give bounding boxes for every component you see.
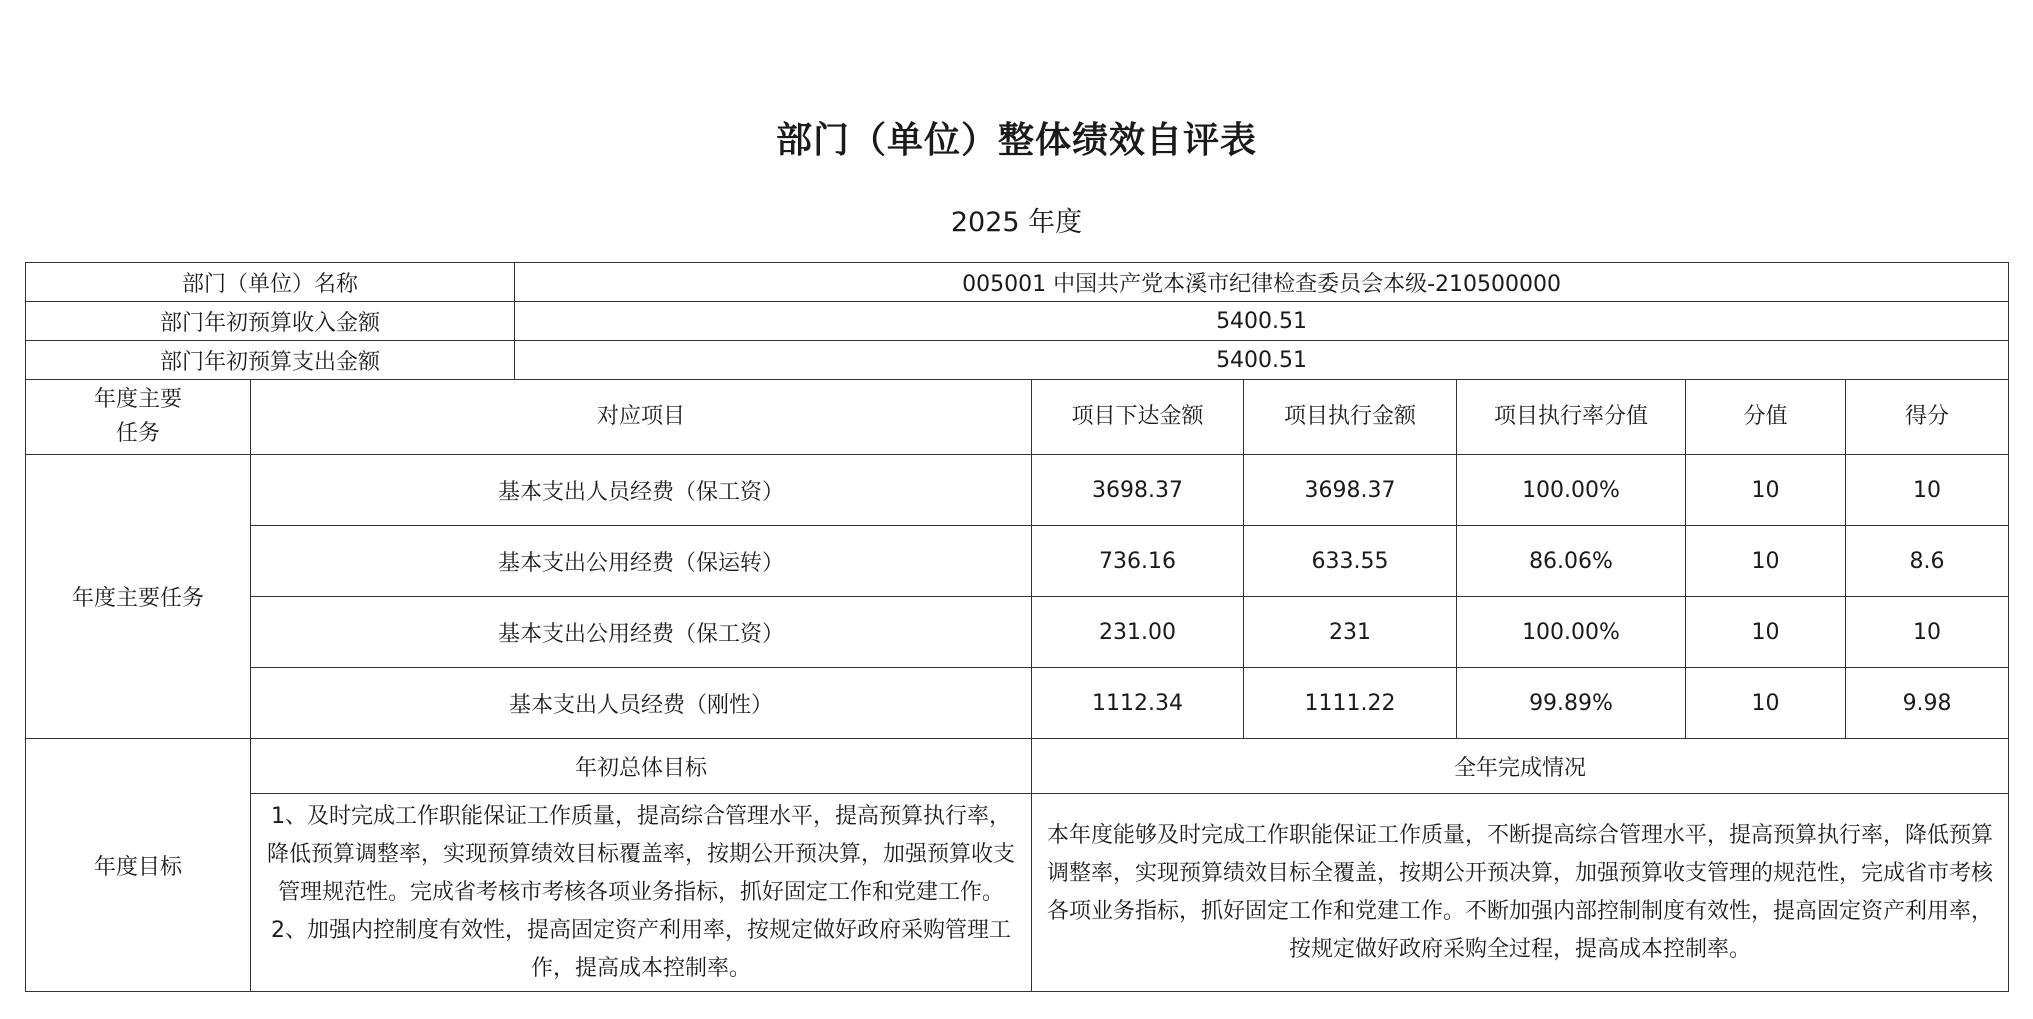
project-cell: 基本支出人员经费（保工资） [251,455,1032,526]
issued-cell: 231.00 [1032,597,1244,668]
target-text: 1、及时完成工作职能保证工作质量，提高综合管理水平，提高预算执行率，降低预算调整率，实现预算绩效目标覆盖率，按期公开预决算，加强预算收支管理规范性。完成省考核市考核各项业务指标，抓好固定工作和党建工作。2、加强内控制度有效性，提高固定资产利用率，按规定做好政府采购管理工作，提高成本控制率。 [267,803,1016,981]
page-title: 部门（单位）整体绩效自评表 [775,120,1257,161]
expense-value: 5400.51 [515,341,2009,380]
unit-name-value: 005001 中国共产党本溪市纪律检查委员会本级-210500000 [515,263,2009,302]
score-value-column-header: 分值 [1686,380,1846,455]
goal-content-row [26,794,2009,992]
executed-cell: 3698.37 [1244,455,1457,526]
result-cell [1032,794,2009,992]
expense-row [26,341,2009,380]
target-cell [251,794,1032,992]
issued-cell: 1112.34 [1032,668,1244,739]
score-value-cell: 10 [1686,668,1846,739]
table-row [26,668,2009,739]
issued-cell: 3698.37 [1032,455,1244,526]
result-text: 本年度能够及时完成工作职能保证工作质量，不断提高综合管理水平，提高预算执行率，降低预算调整率，实现预算绩效目标全覆盖，按期公开预决算，加强预算收支管理的规范性，完成省市考核各项业务指标，抓好固定工作和党建工作。不断加强内部控制制度有效性，提高固定资产利用率，按规定做好政府采购全过程，提高成本控制率。 [1047,822,1994,962]
target-header: 年初总体目标 [251,739,1032,794]
score-cell: 10 [1846,597,2009,668]
task-header-row [26,380,2009,455]
evaluation-table [25,262,2009,992]
income-label: 部门年初预算收入金额 [26,302,515,341]
score-value-cell: 10 [1686,455,1846,526]
issued-column-header: 项目下达金额 [1032,380,1244,455]
task-column-header: 年度主要 任务 [26,380,251,455]
score-cell: 8.6 [1846,526,2009,597]
goal-header-row [26,739,2009,794]
rate-cell: 100.00% [1457,455,1686,526]
project-column-header: 对应项目 [251,380,1032,455]
unit-name-label: 部门（单位）名称 [26,263,515,302]
score-value-cell: 10 [1686,526,1846,597]
score-cell: 9.98 [1846,668,2009,739]
project-cell: 基本支出公用经费（保工资） [251,597,1032,668]
executed-cell: 1111.22 [1244,668,1457,739]
executed-cell: 633.55 [1244,526,1457,597]
result-header: 全年完成情况 [1032,739,2009,794]
task-group-label: 年度主要任务 [26,455,251,739]
score-value-cell: 10 [1686,597,1846,668]
project-cell: 基本支出公用经费（保运转） [251,526,1032,597]
expense-label: 部门年初预算支出金额 [26,341,515,380]
rate-column-header: 项目执行率分值 [1457,380,1686,455]
issued-cell: 736.16 [1032,526,1244,597]
table-row [26,526,2009,597]
table-row [26,597,2009,668]
year-subtitle: 2025 年度 [950,207,1083,238]
rate-cell: 86.06% [1457,526,1686,597]
project-cell: 基本支出人员经费（刚性） [251,668,1032,739]
rate-cell: 100.00% [1457,597,1686,668]
score-cell: 10 [1846,455,2009,526]
executed-column-header: 项目执行金额 [1244,380,1457,455]
income-row [26,302,2009,341]
unit-name-row [26,263,2009,302]
income-value: 5400.51 [515,302,2009,341]
executed-cell: 231 [1244,597,1457,668]
goal-label: 年度目标 [26,739,251,992]
score-column-header: 得分 [1846,380,2009,455]
table-row [26,455,2009,526]
rate-cell: 99.89% [1457,668,1686,739]
